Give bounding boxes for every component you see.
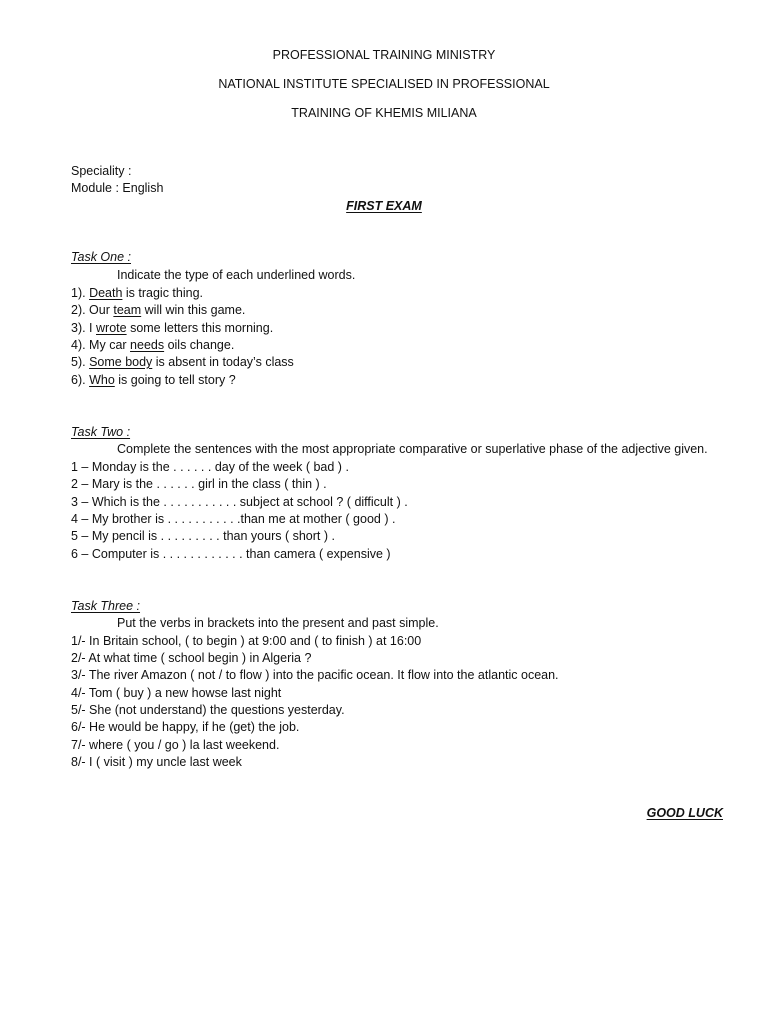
task-three-title: Task Three : xyxy=(71,599,141,613)
task-one-item: 1). Death is tragic thing. xyxy=(71,286,204,300)
task-three-item: 8/- I ( visit ) my uncle last week xyxy=(71,755,242,769)
module-label: Module : English xyxy=(71,181,164,195)
task-one-item: 4). My car needs oils change. xyxy=(71,338,235,352)
task-three-item: 4/- Tom ( buy ) a new howse last night xyxy=(71,686,282,700)
task-two-item: 6 – Computer is . . . . . . . . . . . . than camera ( expensive ) xyxy=(71,547,391,561)
task-one-instruction: Indicate the type of each underlined words. xyxy=(117,268,356,282)
task-two-item: 1 – Monday is the . . . . . . day of the week ( bad ) . xyxy=(71,460,349,474)
task-three-item: 6/- He would be happy, if he (get) the job. xyxy=(71,720,300,734)
task-two-item: 3 – Which is the . . . . . . . . . . . subject at school ? ( difficult ) . xyxy=(71,495,408,509)
task-one-title: Task One : xyxy=(71,250,131,264)
task-three-item: 1/- In Britain school, ( to begin ) at 9:00 and ( to finish ) at 16:00 xyxy=(71,634,422,648)
task-two-title: Task Two : xyxy=(71,425,131,439)
task-three-item: 7/- where ( you / go ) la last weekend. xyxy=(71,738,280,752)
task-three-item: 5/- She (not understand) the questions yesterday. xyxy=(71,703,345,717)
task-three-instruction: Put the verbs in brackets into the present and past simple. xyxy=(117,616,439,630)
task-one-item: 6). Who is going to tell story ? xyxy=(71,373,236,387)
task-one-item: 5). Some body is absent in today’s class xyxy=(71,355,294,369)
header-line-1: PROFESSIONAL TRAINING MINISTRY xyxy=(272,48,496,62)
task-two-item: 5 – My pencil is . . . . . . . . . than yours ( short ) . xyxy=(71,529,335,543)
header-line-2: NATIONAL INSTITUTE SPECIALISED IN PROFESSIONAL xyxy=(218,77,550,91)
task-two-item: 4 – My brother is . . . . . . . . . . .than me at mother ( good ) . xyxy=(71,512,396,526)
speciality-label: Speciality : xyxy=(71,164,132,178)
task-three-item: 2/- At what time ( school begin ) in Algeria ? xyxy=(71,651,312,665)
task-one-item: 3). I wrote some letters this morning. xyxy=(71,321,274,335)
header-line-3: TRAINING OF KHEMIS MILIANA xyxy=(291,106,477,120)
good-luck: GOOD LUCK xyxy=(646,806,723,820)
task-three-item: 3/- The river Amazon ( not / to flow ) into the pacific ocean. It flow into the atlantic ocean. xyxy=(71,668,559,682)
task-one-item: 2). Our team will win this game. xyxy=(71,303,246,317)
exam-title: FIRST EXAM xyxy=(346,199,422,213)
task-two-item: 2 – Mary is the . . . . . . girl in the class ( thin ) . xyxy=(71,477,327,491)
task-two-instruction: Complete the sentences with the most appropriate comparative or superlative phase of the adjective given. xyxy=(117,442,708,456)
